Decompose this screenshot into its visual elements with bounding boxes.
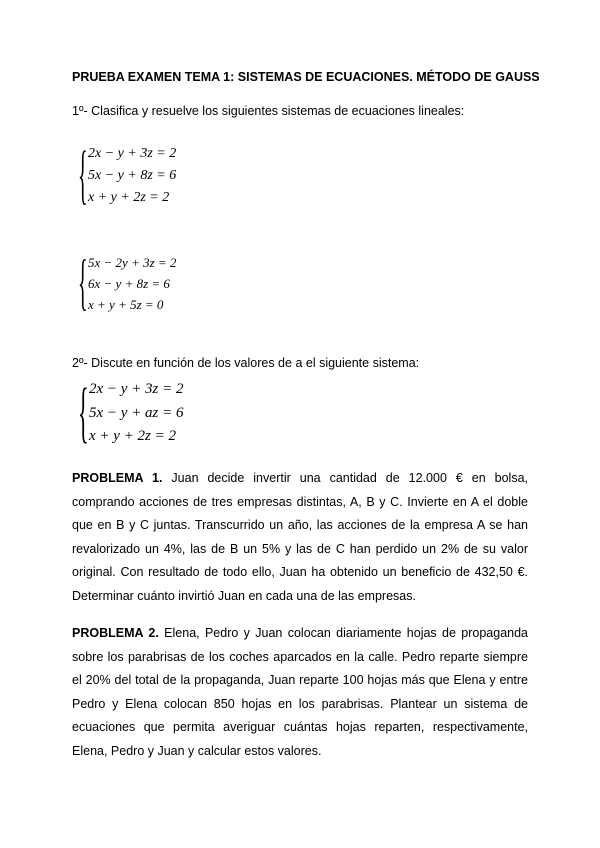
left-brace: { [78, 372, 89, 451]
problem-2 [72, 622, 528, 764]
equation-system-1 [78, 138, 177, 211]
equation-system-3 [78, 372, 184, 451]
equation: x + y + 2z = 2 [89, 428, 177, 444]
question-1: 1º- Clasifica y resuelve los siguientes sistemas de ecuaciones lineales: [72, 104, 465, 118]
equation-system-2 [78, 248, 177, 317]
equation: 2x − y + 3z = 2 [89, 381, 184, 397]
equation: 2x − y + 3z = 2 [88, 146, 177, 161]
problem-1-text: Juan decide invertir una cantidad de 12.000 € en bolsa, comprando acciones de tres empresas distintas, A, B y C. Invierte en A el doble que en B y C juntas. Transcurrido un año, las acciones de la empresa A se han revalorizado un 4%, las de B un 5% y las de C han perdido un 2% de su valor original. Con resultado de todo ello, Juan ha obtenido un beneficio de 432,50 €. Determinar cuánto invirtió Juan en cada una de las empresas. [72, 471, 528, 603]
equation: 5x − y + 8z = 6 [88, 168, 177, 183]
problem-2-text: Elena, Pedro y Juan colocan diariamente hojas de propaganda sobre los parabrisas de los coches aparcados en la calle. Pedro reparte siempre el 20% del total de la propaganda, Juan reparte 100 hojas más que Elena y entre Pedro y Elena colocan 850 hojas en los parabrisas. Plantear un sistema de ecuaciones que permita averiguar cuántas hojas reparten, respectivamente, Elena, Pedro y Juan y calcular estos valores. [72, 626, 529, 758]
problem-2-label: PROBLEMA 2. [72, 626, 159, 640]
problem-1 [72, 467, 528, 609]
exam-title: PRUEBA EXAMEN TEMA 1: SISTEMAS DE ECUACIONES. MÉTODO DE GAUSS [72, 70, 540, 84]
question-2: 2º- Discute en función de los valores de a el siguiente sistema: [72, 356, 420, 370]
problem-1-label: PROBLEMA 1. [72, 471, 163, 485]
left-brace: { [78, 248, 88, 317]
equation: 6x − y + 8z = 6 [88, 276, 170, 291]
equation: x + y + 2z = 2 [88, 190, 170, 205]
equation: x + y + 5z = 0 [88, 297, 164, 312]
left-brace: { [78, 138, 88, 211]
equation: 5x − y + az = 6 [89, 404, 184, 421]
equation: 5x − 2y + 3z = 2 [88, 255, 177, 270]
